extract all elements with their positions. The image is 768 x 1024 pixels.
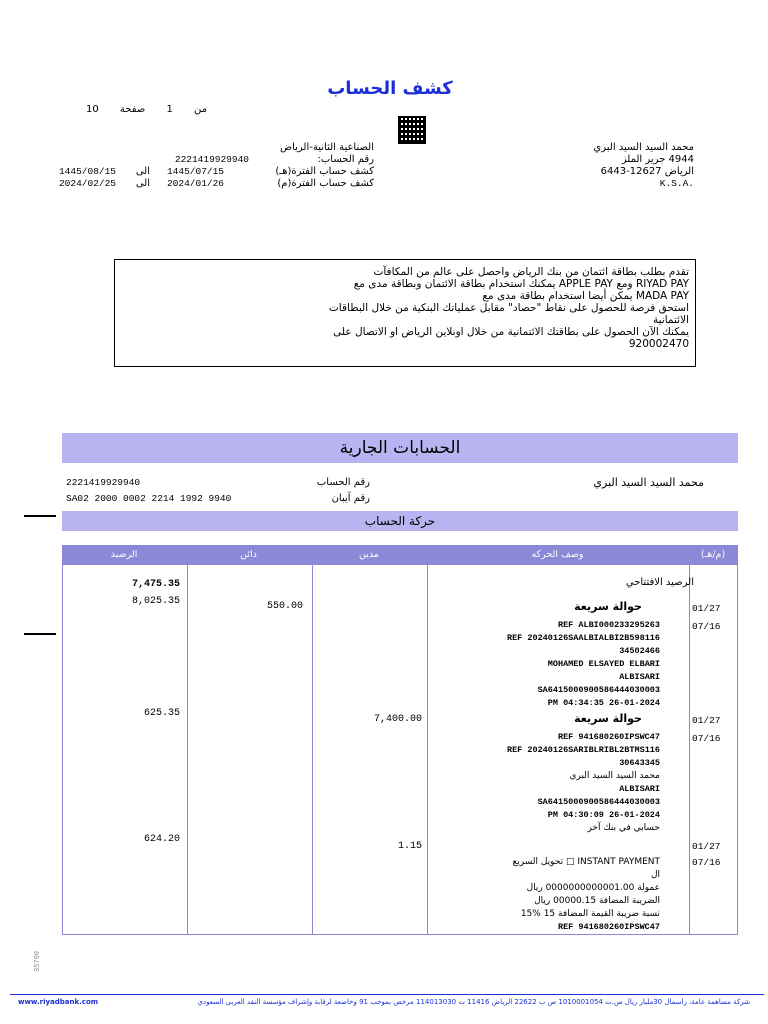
column-divider bbox=[312, 565, 313, 934]
row-date-h: 07/16 bbox=[692, 733, 721, 744]
page-total: 10 bbox=[86, 104, 99, 115]
greg-from: 2024/01/26 bbox=[166, 178, 224, 189]
customer-address-line1: 4944 جرير الملز bbox=[621, 154, 694, 165]
row-details bbox=[512, 856, 660, 934]
customer-address bbox=[593, 142, 694, 190]
greg-period-label: كشف حساب الفترة(م) bbox=[277, 178, 374, 189]
greg-to: 2024/02/25 bbox=[58, 178, 116, 189]
account-number-label: رقم الحساب: bbox=[317, 154, 374, 165]
account-number: 2221419929940 bbox=[174, 154, 249, 165]
detail-line: ALBISARI bbox=[619, 672, 660, 682]
detail-line: الضريبة المضافة 00000.15 ريال bbox=[534, 896, 660, 906]
row-credit: 550.00 bbox=[266, 601, 303, 612]
holder-name: محمد السيد السيد البري bbox=[593, 476, 704, 489]
row-date-g: 01/27 bbox=[692, 715, 721, 726]
detail-line: ال bbox=[650, 870, 660, 880]
detail-line: ALBISARI bbox=[619, 784, 660, 794]
promo-line: الائتمانية bbox=[653, 314, 689, 326]
detail-line: SA6415000900586444030003 bbox=[537, 685, 660, 695]
section-account-label: رقم الحساب bbox=[316, 477, 370, 488]
promo-line: يمكنك الآن الحصول على بطاقتك الائتمانية من خلال اونلاين الرياض او الاتصال على bbox=[333, 326, 689, 338]
detail-line: PM 04:34:35 26-01-2024 bbox=[547, 698, 660, 708]
row-debit: 1.15 bbox=[397, 841, 422, 852]
promo-line: استحق فرصة للحصول على نقاط "حصاد" مقابل عملياتك البنكية من خلال البطاقات bbox=[328, 302, 689, 314]
hijri-to-word: الى bbox=[135, 166, 150, 177]
iban-number: SA02 2000 0002 2214 1992 9940 bbox=[66, 493, 232, 504]
header-balance: الرصيد bbox=[110, 549, 138, 560]
row-balance: 625.35 bbox=[143, 708, 180, 719]
qr-code-icon bbox=[398, 116, 426, 144]
detail-line: REF 20240126SAALBIALBI2B598116 bbox=[506, 633, 660, 643]
column-divider bbox=[689, 565, 690, 934]
row-date-g: 01/27 bbox=[692, 841, 721, 852]
row-balance: 624.20 bbox=[143, 834, 180, 845]
margin-mark bbox=[24, 633, 56, 635]
greg-to-word: الى bbox=[135, 178, 150, 189]
page-number bbox=[86, 104, 207, 115]
detail-line: REF ALBI000233295263 bbox=[557, 620, 660, 630]
statement-info bbox=[34, 142, 374, 190]
opening-balance-label: الرصيد الافتتاحي bbox=[625, 577, 694, 588]
detail-line: SA6415000900586444030003 bbox=[537, 797, 660, 807]
footer-rule bbox=[10, 994, 764, 995]
header-description: وصف الحركه bbox=[531, 549, 584, 560]
row-title: حوالة سريعة bbox=[574, 712, 642, 725]
customer-address-line2: الرياض 12627-6443 bbox=[600, 166, 694, 177]
row-date-h: 07/16 bbox=[692, 857, 721, 868]
row-date-g: 01/27 bbox=[692, 603, 721, 614]
detail-line: REF 941680260IPSWC47 bbox=[557, 732, 660, 742]
hijri-to: 1445/08/15 bbox=[58, 166, 116, 177]
row-debit: 7,400.00 bbox=[373, 714, 422, 725]
promo-line: 920002470 bbox=[628, 338, 689, 350]
detail-line: INSTANT PAYMENT □ تحويل السريع bbox=[512, 857, 660, 867]
row-title: حوالة سريعة bbox=[574, 600, 642, 613]
column-divider bbox=[187, 565, 188, 934]
branch-name: الصناعية الثانية-الرياض bbox=[279, 142, 374, 153]
detail-line: عمولة 0000000000001.00 ريال bbox=[526, 883, 660, 893]
detail-line: REF 20240126SARIBLRIBL2BTMS116 bbox=[506, 745, 660, 755]
opening-balance: 7,475.35 bbox=[131, 579, 180, 590]
section-title: الحسابات الجارية bbox=[62, 433, 738, 463]
iban-label: رقم آيبان bbox=[331, 493, 370, 504]
page-of-label: من bbox=[194, 104, 208, 115]
page-title: كشف الحساب bbox=[327, 78, 453, 99]
movement-title: حركة الحساب bbox=[62, 511, 738, 531]
page-current: 1 bbox=[166, 104, 173, 115]
promo-box bbox=[114, 259, 696, 367]
hijri-from: 1445/07/15 bbox=[166, 166, 224, 177]
detail-line: محمد السيد السيد البري bbox=[569, 771, 660, 781]
header-date: (م/هـ) bbox=[700, 549, 726, 560]
header-credit: دائن bbox=[240, 549, 257, 560]
column-divider bbox=[427, 565, 428, 934]
row-balance: 8,025.35 bbox=[131, 596, 180, 607]
promo-line: RIYAD PAY ومع APPLE PAY يمكنك استخدام بطاقة الائتمان وبطاقة مدى مع bbox=[353, 278, 689, 290]
detail-line: حسابي في بنك آخر bbox=[587, 823, 660, 833]
page-label: صفحة bbox=[119, 104, 146, 115]
row-details bbox=[507, 619, 660, 710]
row-date-h: 07/16 bbox=[692, 621, 721, 632]
footer-legal: شركة مساهمة عامة، رأسمال 30مليار ريال س.ت 1010001054 ص ب 22622 الرياض 11416 ت 114013030 مرخص بموجب 91 وخاضعة لرقابة وإشراف مؤسسة النقد العربي السعودي bbox=[197, 998, 750, 1006]
row-details bbox=[507, 731, 660, 835]
header-debit: مدين bbox=[359, 549, 379, 560]
detail-line: MOHAMED ELSAYED ELBARI bbox=[547, 659, 660, 669]
customer-country: K.S.A. bbox=[659, 178, 694, 189]
section-account-number: 2221419929940 bbox=[66, 477, 141, 488]
footer-website-link[interactable]: www.riyadbank.com bbox=[18, 998, 99, 1006]
margin-mark bbox=[24, 515, 56, 517]
detail-line: 34502466 bbox=[619, 646, 660, 656]
detail-line: نسبة ضريبة القيمة المضافة 15 %15 bbox=[520, 909, 660, 919]
detail-line: PM 04:30:09 26-01-2024 bbox=[547, 810, 660, 820]
detail-line: 30643345 bbox=[619, 758, 660, 768]
detail-line: REF 941680260IPSWC47 bbox=[557, 922, 660, 932]
promo-line: تقدم بطلب بطاقة ائتمان من بنك الرياض واحصل على عالم من المكافآت bbox=[373, 266, 689, 278]
hijri-period-label: كشف حساب الفترة(هـ) bbox=[275, 166, 374, 177]
customer-name: محمد السيد السيد البري bbox=[593, 142, 694, 153]
side-code: 35700 bbox=[34, 950, 42, 972]
promo-line: MADA PAY يمكن أيضا استخدام بطاقة مدى مع bbox=[482, 290, 689, 302]
table-header bbox=[62, 545, 738, 565]
